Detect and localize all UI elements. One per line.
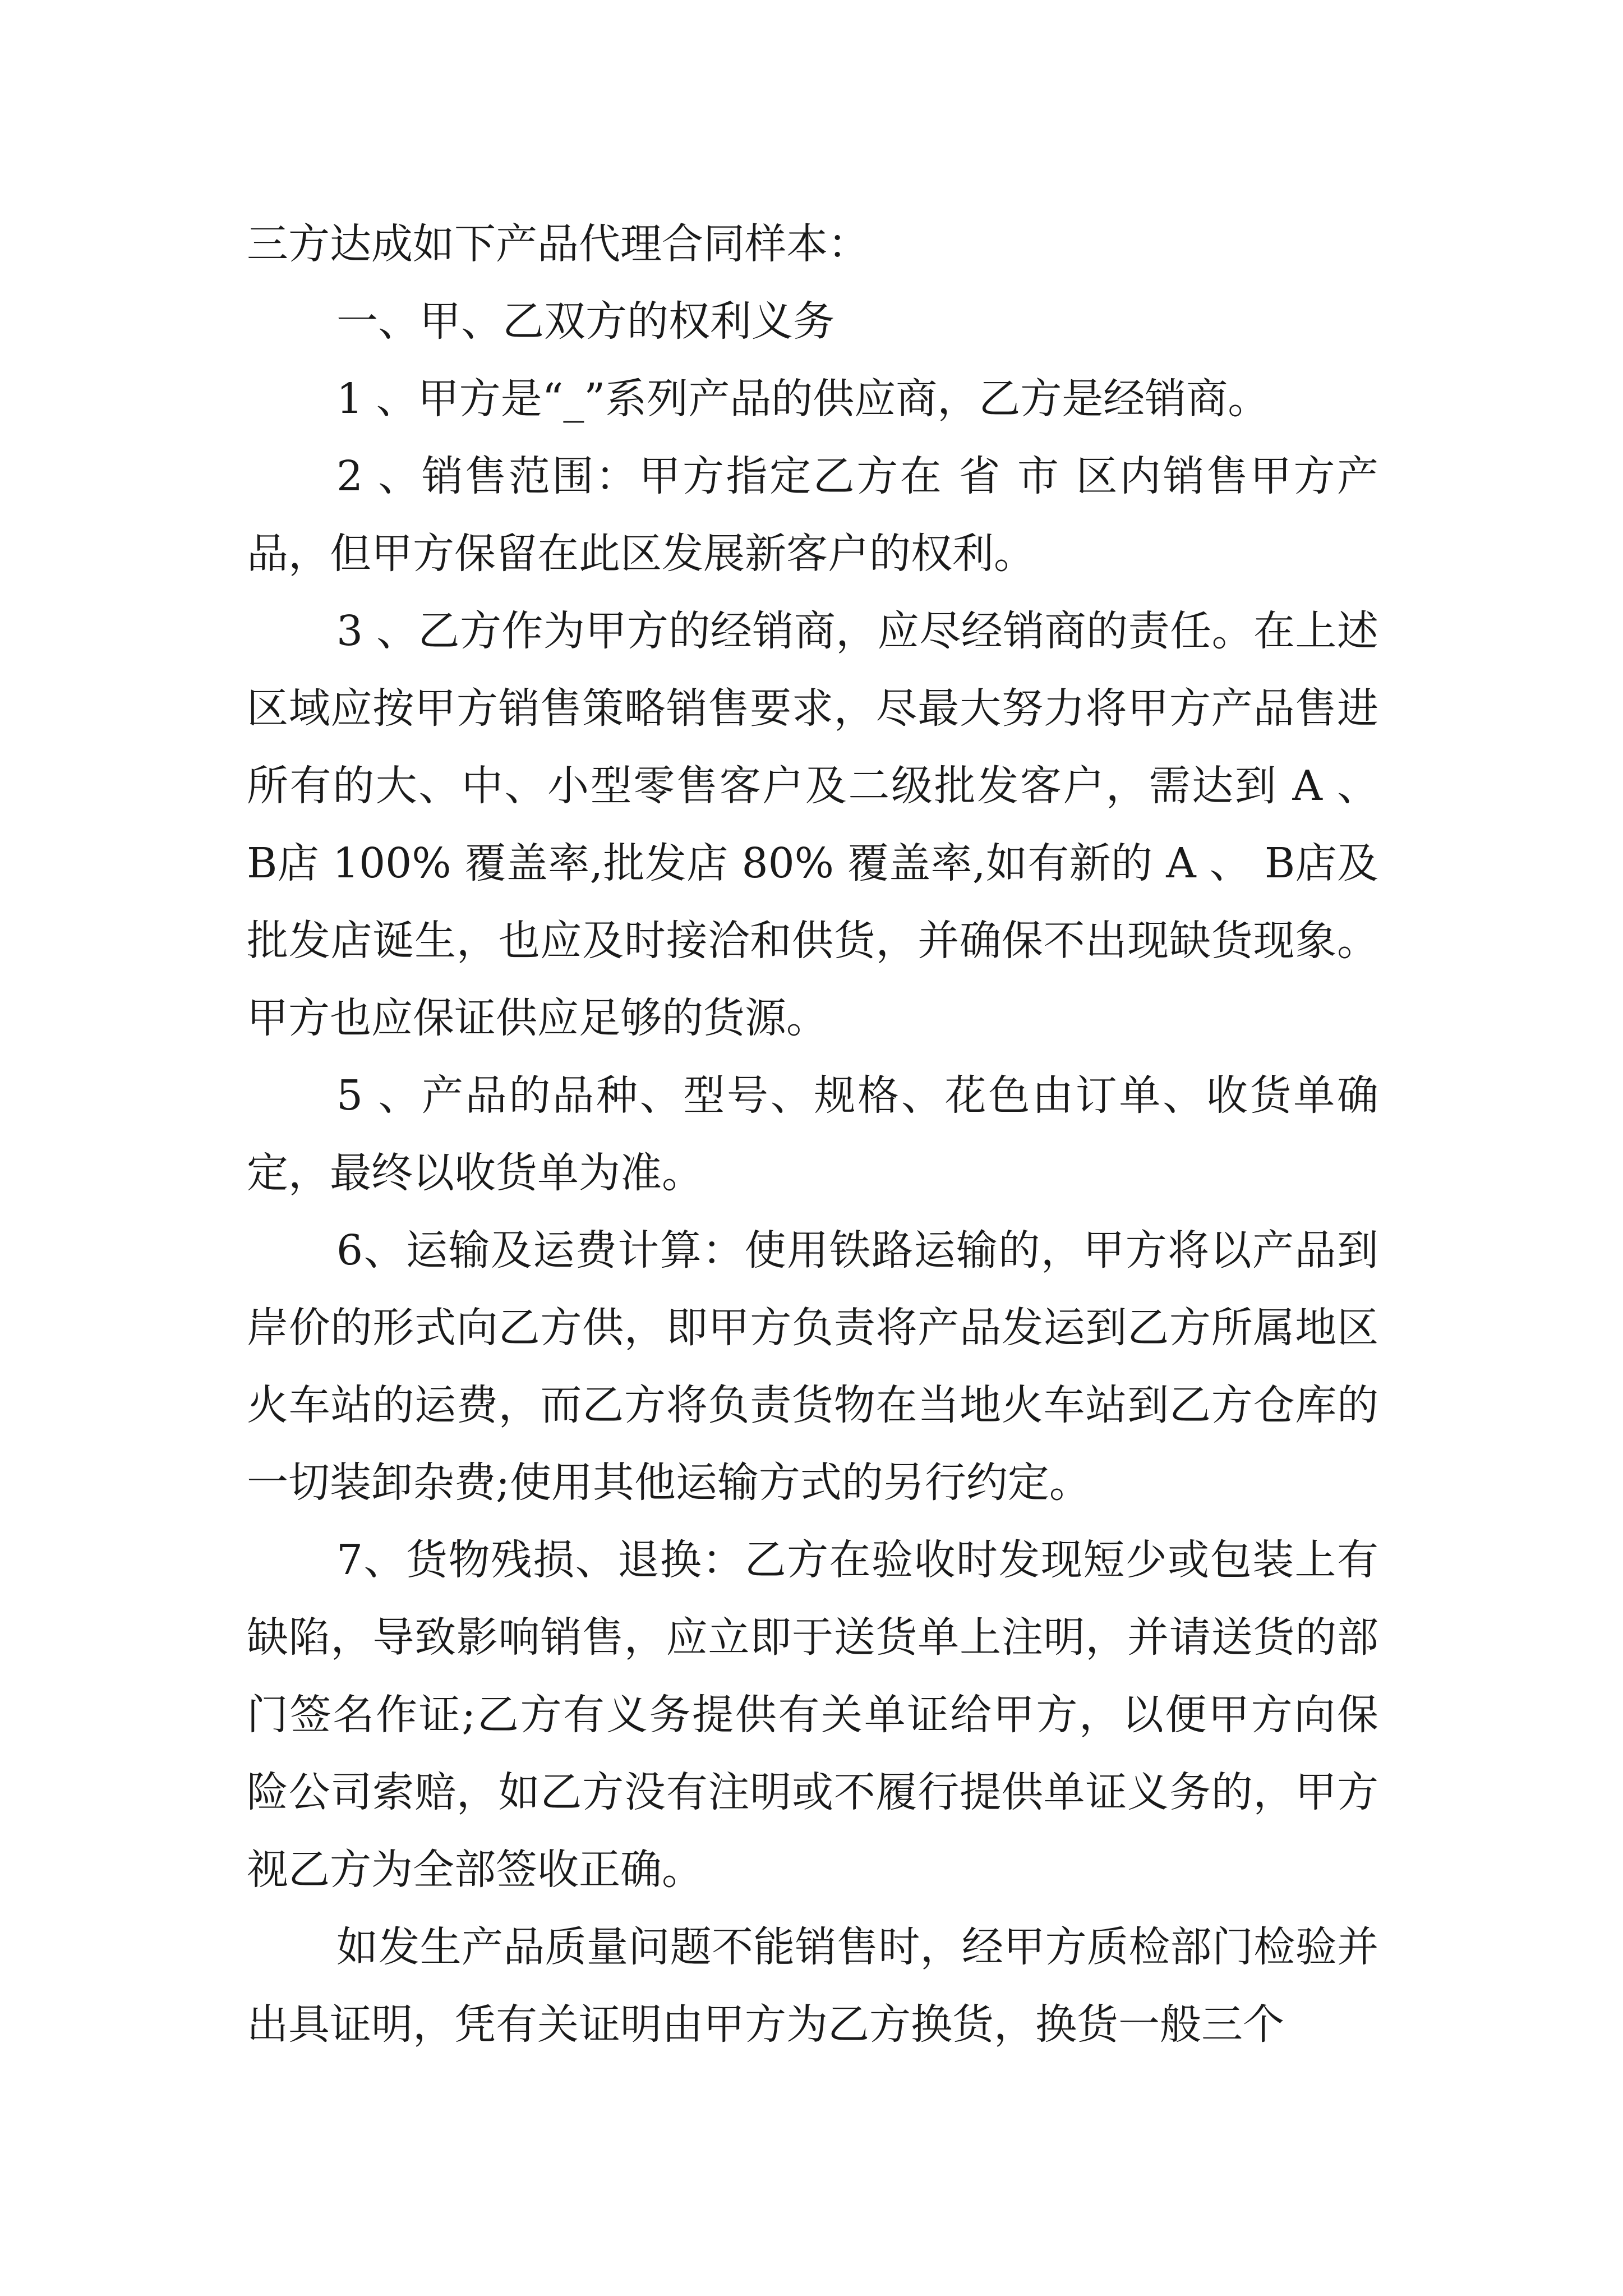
clause-1: 1 、甲方是“_”系列产品的供应商，乙方是经销商。 [336,375,1270,423]
clause-3: 3 、乙方作为甲方的经销商，应尽经销商的责任。在上述区域应按甲方销售策略销售要求，尽最大努力将甲方产品售进所有的大、中、小型零售客户及二级批发客户，需达到 A 、 B店 100% 覆盖率,批发店 80% 覆盖率,如有新的 A 、 B店及批发店诞生，也应及时接洽和供货，并确保不出现缺货现象。甲方也应保证供应足够的货源。 [247,607,1378,1042]
intro-paragraph: 三方达成如下产品代理合同样本： [247,220,869,268]
clause-5: 5 、产品的品种、型号、规格、花色由订单、收货单确定，最终以收货单为准。 [247,1071,1378,1197]
clause-2: 2 、销售范围：甲方指定乙方在 省 市 区内销售甲方产品，但甲方保留在此区发展新客户的权利。 [247,452,1378,578]
section-heading: 一、甲、乙双方的权利义务 [336,297,834,346]
document-body [247,205,1378,2063]
quality-paragraph: 如发生产品质量问题不能销售时，经甲方质检部门检验并出具证明，凭有关证明由甲方为乙方换货，换货一般三个 [247,1923,1378,2049]
clause-7: 7、货物残损、退换：乙方在验收时发现短少或包装上有缺陷，导致影响销售，应立即于送货单上注明，并请送货的部门签名作证;乙方有义务提供有关单证给甲方，以便甲方向保险公司索赔，如乙方没有注明或不履行提供单证义务的，甲方视乙方为全部签收正确。 [247,1536,1378,1894]
clause-6: 6、运输及运费计算：使用铁路运输的，甲方将以产品到岸价的形式向乙方供，即甲方负责将产品发运到乙方所属地区火车站的运费，而乙方将负责货物在当地火车站到乙方仓库的一切装卸杂费;使用其他运输方式的另行约定。 [247,1226,1378,1507]
